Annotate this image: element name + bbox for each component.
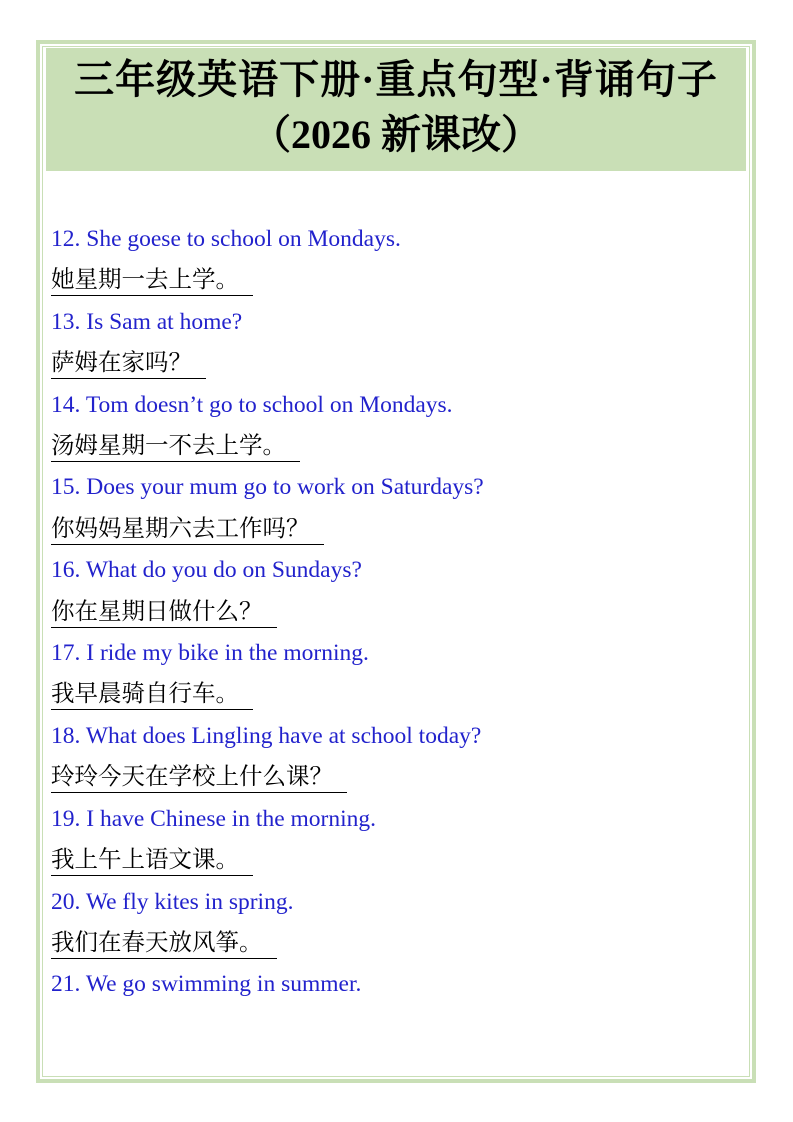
english-sentence [51, 385, 747, 426]
sentence-number: 18. [51, 722, 81, 749]
english-sentence [51, 467, 747, 508]
sentence-item [51, 882, 747, 965]
page-inner-frame [42, 46, 750, 1077]
chinese-text: 你妈妈星期六去工作吗？ [51, 515, 324, 545]
chinese-text: 我们在春天放风筝。 [51, 929, 277, 959]
english-text: We fly kites in spring. [85, 888, 294, 915]
chinese-translation [51, 426, 747, 467]
english-sentence [51, 716, 747, 757]
sentence-number: 16. [51, 557, 81, 584]
sentence-number: 14. [51, 391, 81, 418]
chinese-translation [51, 923, 747, 964]
sentence-list [45, 219, 747, 1006]
english-text: I have Chinese in the morning. [86, 805, 377, 832]
chinese-text: 我早晨骑自行车。 [51, 680, 253, 710]
page-subtitle: （2026 新课改） [251, 112, 541, 157]
english-text: I ride my bike in the morning. [86, 640, 369, 667]
sentence-number: 15. [51, 474, 81, 501]
sentence-number: 20. [51, 888, 81, 915]
chinese-translation [51, 592, 747, 633]
chinese-translation [51, 757, 747, 798]
sentence-number: 21. [51, 971, 81, 998]
english-sentence [51, 219, 747, 260]
english-sentence [51, 882, 747, 923]
sentence-item [51, 467, 747, 550]
english-text: Tom doesn’t go to school on Mondays. [85, 391, 453, 418]
english-sentence [51, 633, 747, 674]
chinese-text: 萨姆在家吗？ [51, 349, 206, 379]
sentence-item [51, 799, 747, 882]
sentence-number: 19. [51, 805, 81, 832]
chinese-text: 你在星期日做什么？ [51, 598, 277, 628]
chinese-text: 她星期一去上学。 [51, 266, 253, 296]
sentence-number: 17. [51, 640, 81, 667]
chinese-translation [51, 840, 747, 881]
english-text: We go swimming in summer. [85, 971, 362, 998]
english-text: Does your mum go to work on Saturdays? [86, 474, 484, 501]
document-title-box [46, 48, 746, 171]
english-text: What do you do on Sundays? [85, 557, 362, 584]
sentence-item [51, 385, 747, 468]
page-title: 三年级英语下册·重点句型·背诵句子 [74, 57, 718, 102]
chinese-translation [51, 674, 747, 715]
chinese-text: 汤姆星期一不去上学。 [51, 432, 300, 462]
sentence-item [51, 550, 747, 633]
chinese-text: 玲玲今天在学校上什么课？ [51, 763, 347, 793]
english-sentence [51, 302, 747, 343]
chinese-translation [51, 260, 747, 301]
sentence-number: 13. [51, 308, 81, 335]
sentence-item [51, 302, 747, 385]
english-sentence [51, 550, 747, 591]
english-text: Is Sam at home? [86, 308, 243, 335]
sentence-item [51, 633, 747, 716]
chinese-text: 我上午上语文课。 [51, 846, 253, 876]
sentence-number: 12. [51, 226, 81, 252]
chinese-translation [51, 343, 747, 384]
chinese-translation [51, 509, 747, 550]
sentence-item [51, 219, 747, 302]
english-text: She goese to school on Mondays. [86, 226, 401, 252]
english-sentence [51, 799, 747, 840]
sentence-item [51, 716, 747, 799]
english-sentence [51, 964, 747, 1005]
sentence-item [51, 964, 747, 1005]
english-text: What does Lingling have at school today? [85, 722, 482, 749]
page-border-frame [36, 40, 756, 1083]
